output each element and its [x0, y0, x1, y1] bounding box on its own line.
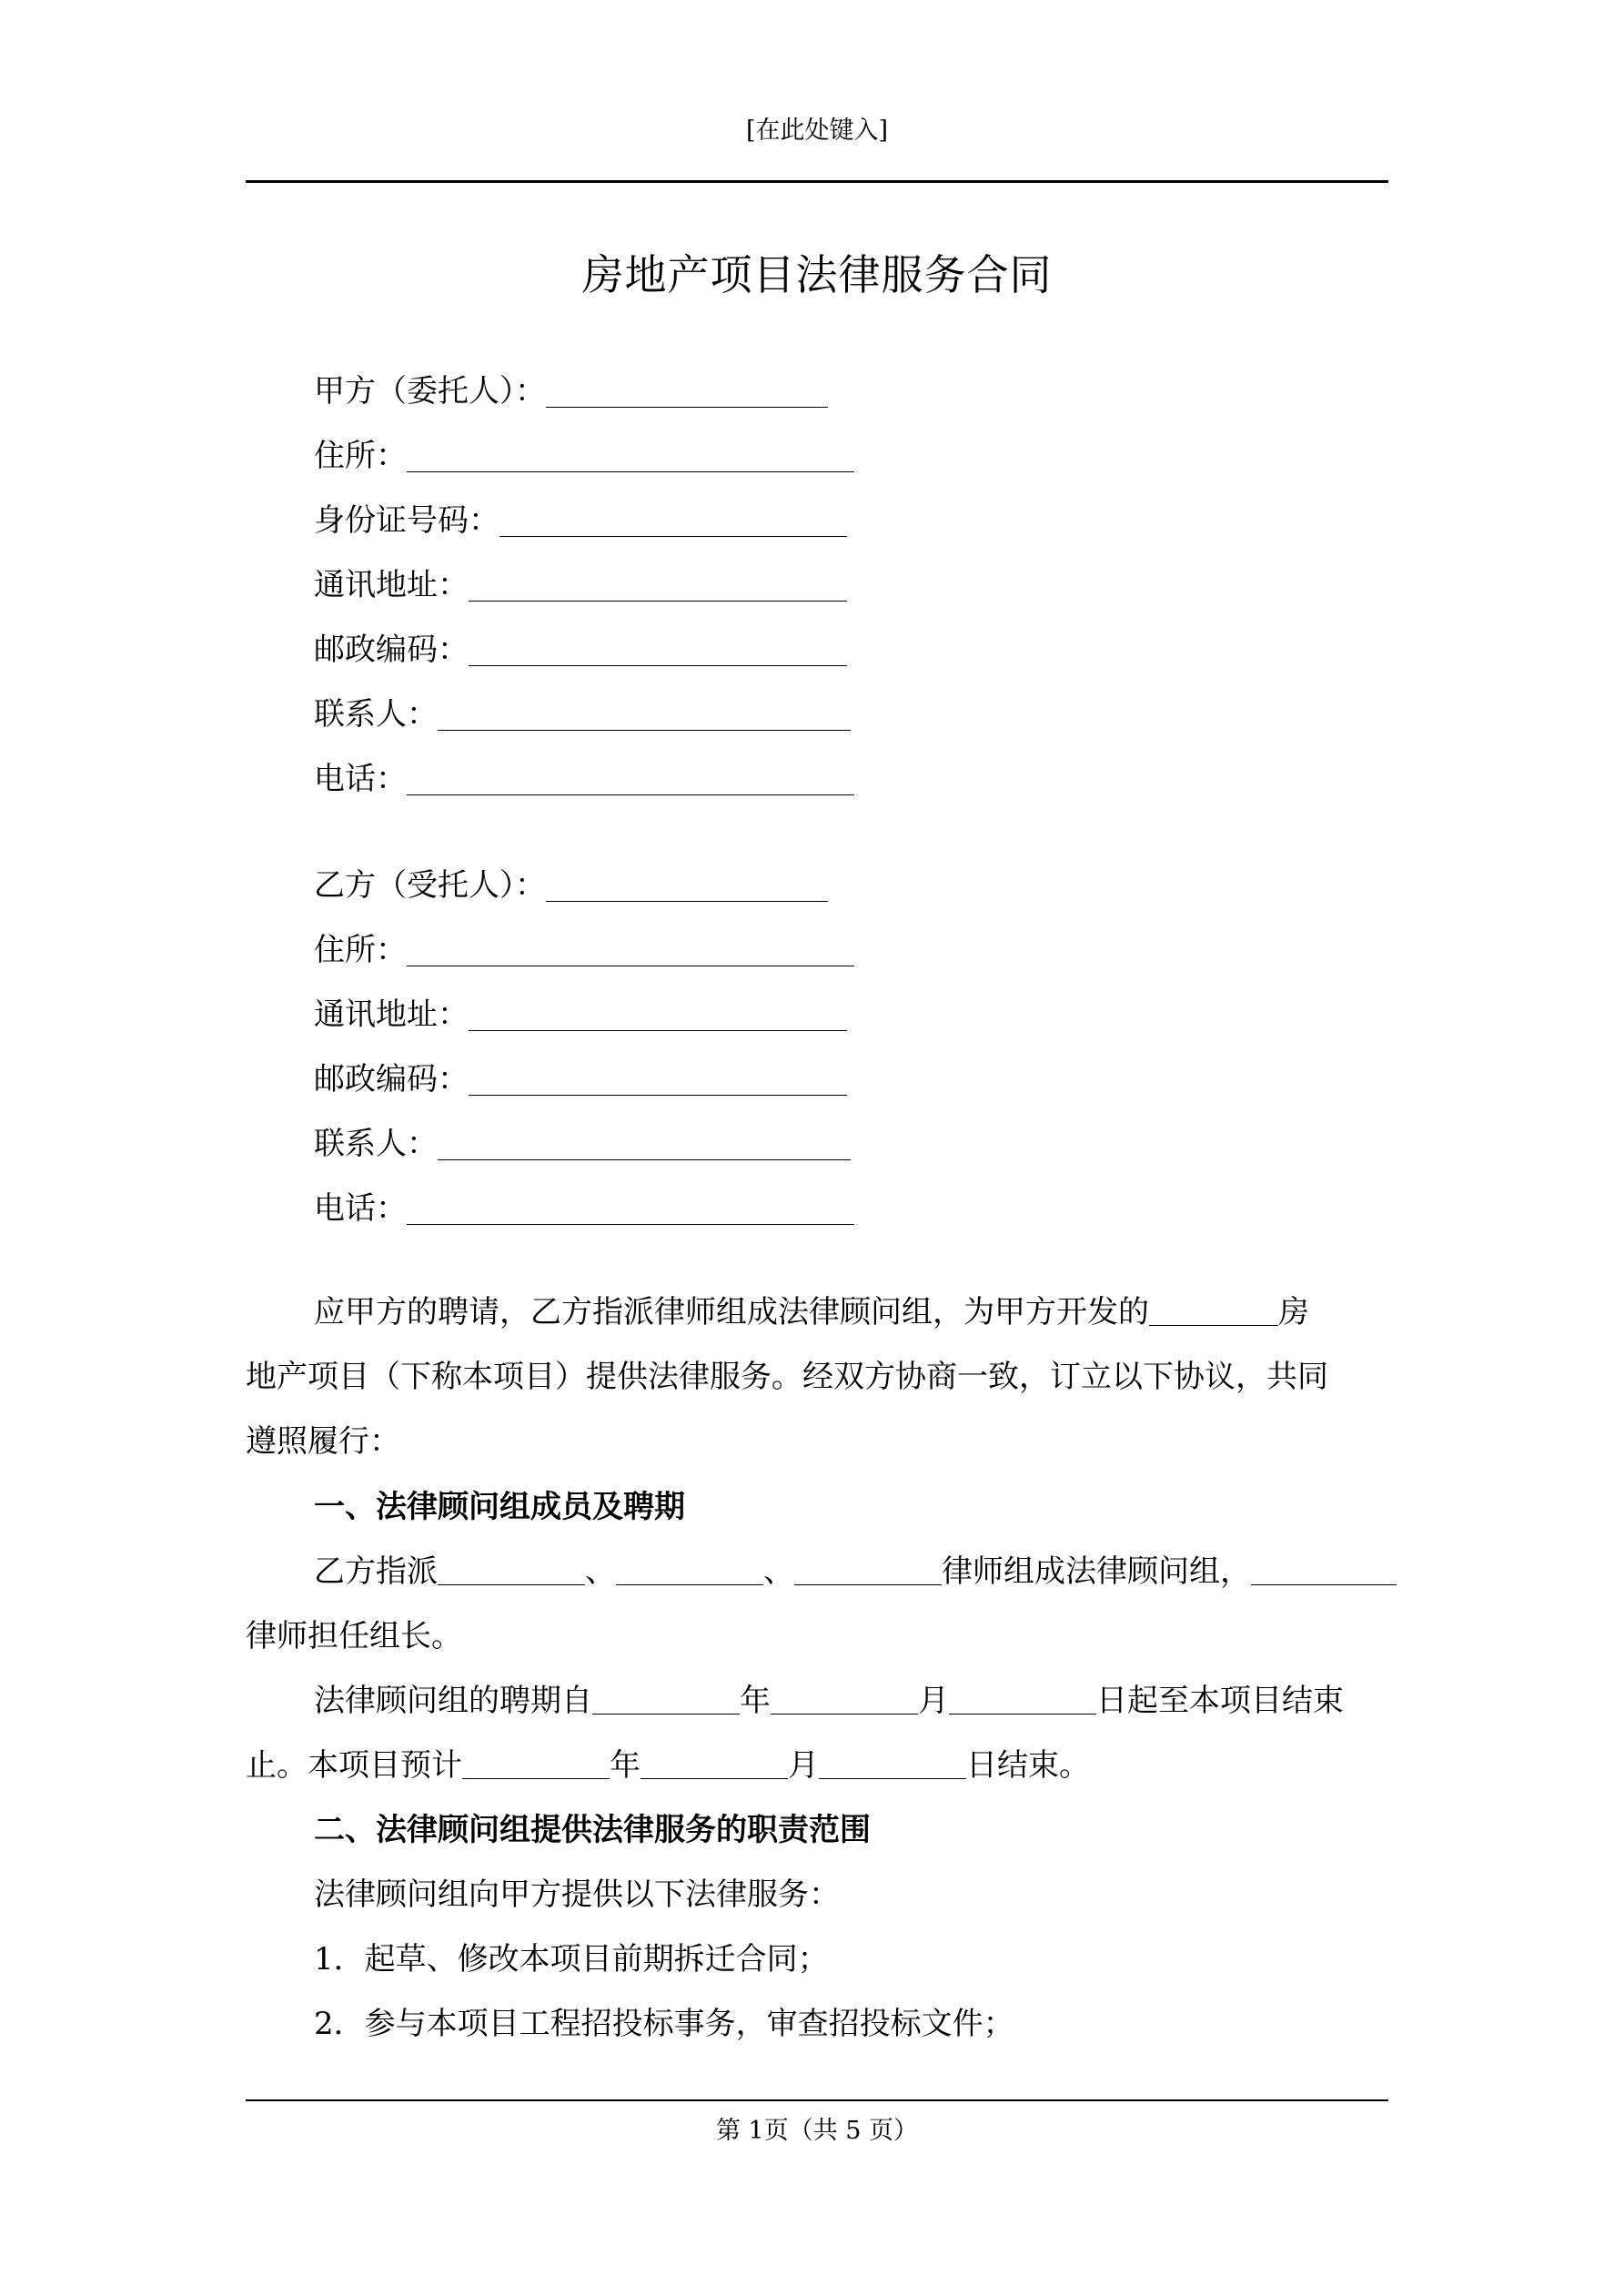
field-blank[interactable] [469, 634, 847, 666]
end-day-blank[interactable] [819, 1747, 966, 1779]
text: 止。本项目预计 [246, 1747, 462, 1784]
project-name-blank[interactable] [1149, 1294, 1278, 1326]
intro-text: 房 [1278, 1294, 1309, 1330]
header-rule [246, 180, 1388, 183]
party-a-mail-address-field [314, 565, 847, 605]
text: 年 [610, 1747, 641, 1784]
field-label: 身份证号码： [314, 502, 499, 539]
field-label: 住所： [314, 438, 407, 474]
party-b-mail-address-field [314, 995, 847, 1035]
intro-line-1 [314, 1292, 1309, 1332]
document-title: 房地产项目法律服务合同 [581, 250, 1053, 299]
lawyer-1-blank[interactable] [438, 1553, 585, 1585]
field-blank[interactable] [407, 764, 854, 795]
field-label: 通讯地址： [314, 996, 469, 1033]
field-blank[interactable] [438, 1128, 851, 1160]
field-blank[interactable] [469, 1064, 847, 1096]
section-2-heading: 二、法律顾问组提供法律服务的职责范围 [314, 1812, 871, 1848]
party-b-phone-field [314, 1188, 854, 1229]
field-label: 电话： [314, 1190, 407, 1227]
field-label: 联系人： [314, 1126, 438, 1162]
section-1-heading: 一、法律顾问组成员及聘期 [314, 1489, 685, 1525]
field-label: 联系人： [314, 696, 438, 733]
lawyer-2-blank[interactable] [616, 1553, 763, 1585]
field-label: 通讯地址： [314, 567, 469, 603]
field-label: 电话： [314, 761, 407, 797]
party-a-phone-field [314, 759, 854, 799]
party-b-address-field [314, 930, 854, 970]
intro-text: 应甲方的聘请，乙方指派律师组成法律顾问组，为甲方开发的 [314, 1294, 1149, 1330]
field-blank[interactable] [438, 699, 851, 731]
field-blank[interactable] [469, 999, 847, 1031]
end-year-blank[interactable] [462, 1747, 610, 1779]
text: 、 [763, 1553, 794, 1590]
party-a-contact-field [314, 694, 851, 734]
text: 、 [585, 1553, 616, 1590]
party-b-postcode-field [314, 1059, 847, 1099]
field-label: 邮政编码： [314, 632, 469, 668]
text: 日起至本项目结束 [1096, 1683, 1344, 1719]
section-1-p2-line-2 [246, 1745, 1090, 1785]
party-a-id-field [314, 501, 847, 541]
end-month-blank[interactable] [641, 1747, 788, 1779]
party-b-name-blank[interactable] [546, 870, 828, 902]
field-blank[interactable] [499, 505, 847, 537]
section-1-p1-line-2: 律师担任组长。 [246, 1618, 462, 1654]
team-leader-blank[interactable] [1251, 1553, 1397, 1585]
party-b-contact-field [314, 1124, 851, 1164]
party-a-name-field [314, 371, 828, 411]
field-blank[interactable] [407, 440, 854, 472]
footer-rule [246, 2099, 1388, 2101]
text: 律师组成法律顾问组， [942, 1553, 1251, 1590]
section-2-intro: 法律顾问组向甲方提供以下法律服务： [314, 1876, 840, 1913]
section-2-item: 2．参与本项目工程招投标事务，审查招投标文件； [314, 2006, 1014, 2042]
field-label: 邮政编码： [314, 1061, 469, 1097]
field-blank[interactable] [407, 1193, 854, 1225]
section-1-p1-line-1 [314, 1552, 1397, 1592]
section-1-p2-line-1 [314, 1681, 1344, 1721]
party-a-address-field [314, 436, 854, 476]
party-a-postcode-field [314, 630, 847, 670]
party-b-name-field [314, 865, 828, 905]
start-month-blank[interactable] [771, 1683, 918, 1714]
party-a-label: 甲方（委托人）： [314, 373, 546, 410]
intro-line-2: 地产项目（下称本项目）提供法律服务。经双方协商一致，订立以下协议，共同 [246, 1359, 1328, 1395]
intro-line-3: 遵照履行： [246, 1423, 400, 1460]
text: 乙方指派 [314, 1553, 438, 1590]
text: 年 [740, 1683, 771, 1719]
text: 月 [918, 1683, 949, 1719]
field-blank[interactable] [469, 570, 847, 602]
text: 法律顾问组的聘期自 [314, 1683, 592, 1719]
party-b-label: 乙方（受托人）： [314, 867, 546, 904]
text: 月 [788, 1747, 819, 1784]
text: 日结束。 [966, 1747, 1090, 1784]
field-blank[interactable] [407, 935, 854, 966]
page-number: 第 1页（共 5 页） [715, 2117, 919, 2145]
header-placeholder[interactable]: [在此处键入] [745, 116, 889, 145]
section-2-item: 1．起草、修改本项目前期拆迁合同； [314, 1941, 829, 1977]
start-day-blank[interactable] [949, 1683, 1096, 1714]
lawyer-3-blank[interactable] [794, 1553, 942, 1585]
party-a-name-blank[interactable] [546, 376, 828, 408]
field-label: 住所： [314, 932, 407, 968]
start-year-blank[interactable] [592, 1683, 740, 1714]
